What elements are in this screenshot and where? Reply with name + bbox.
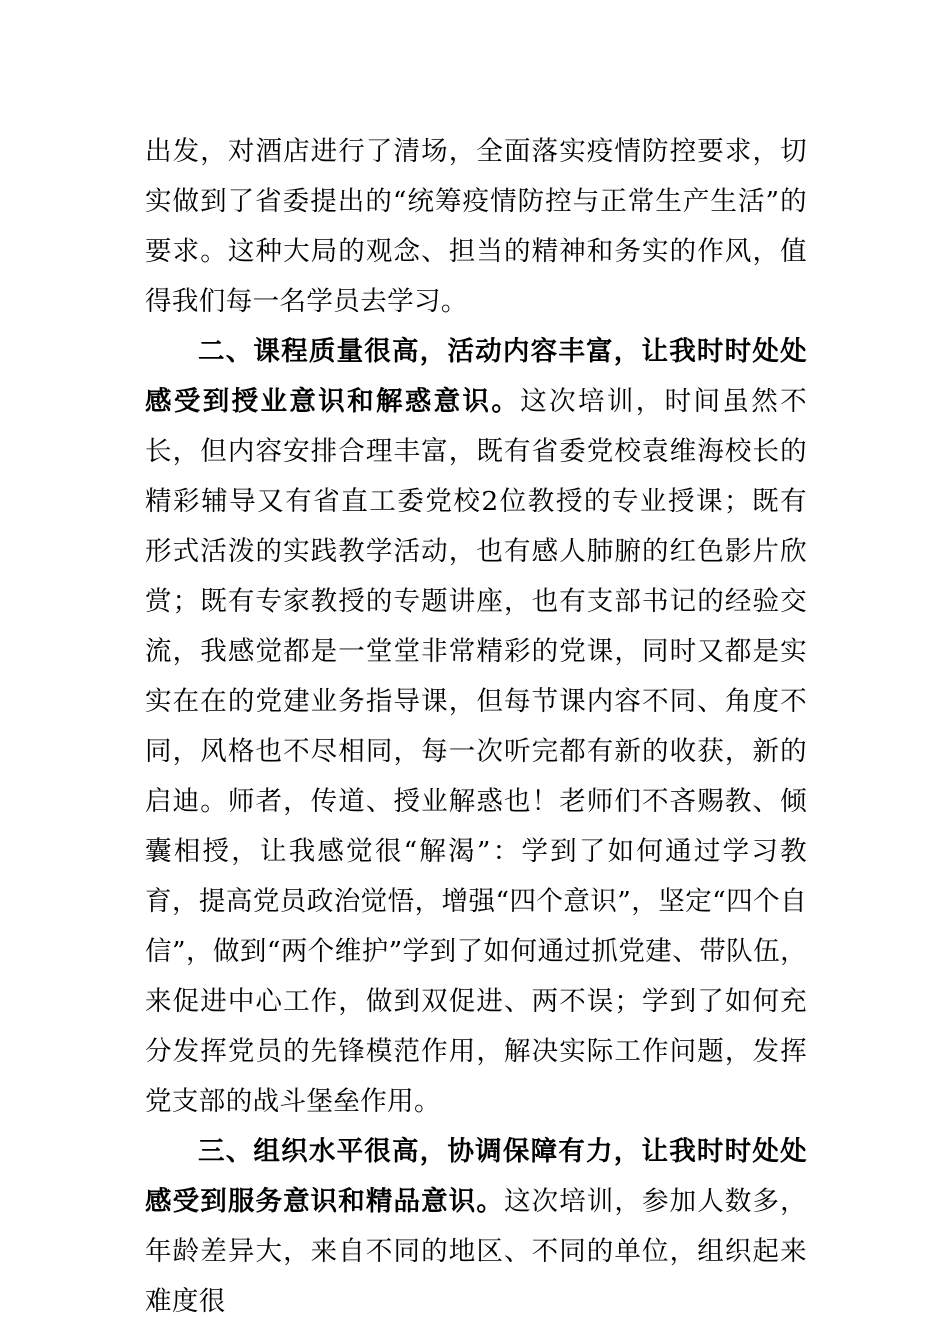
section-heading: 二、课程质量很高，活动内容丰富，让我时时处处感受到授业意识和解惑意识。 [145, 336, 807, 417]
paragraph-continuation [145, 127, 807, 327]
paragraph-section-two [145, 327, 807, 1127]
paragraph-text: 这次培训，参加人数多，年龄差异大，来自不同的地区、不同的单位，组织起来难度很 [145, 1186, 807, 1317]
section-heading: 三、组织水平很高，协调保障有力，让我时时处处感受到服务意识和精品意识。 [145, 1136, 807, 1217]
paragraph-text: 出发，对酒店进行了清场，全面落实疫情防控要求，切实做到了省委提出的“统筹疫情防控与正常生产生活”的要求。这种大局的观念、担当的精神和务实的作风，值得我们每一名学员去学习。 [145, 136, 807, 317]
document-body [145, 127, 807, 1327]
paragraph-section-three [145, 1127, 807, 1327]
paragraph-text: 这次培训，时间虽然不长，但内容安排合理丰富，既有省委党校袁维海校长的精彩辅导又有省直工委党校2位教授的专业授课；既有形式活泼的实践教学活动，也有感人肺腑的红色影片欣赏；既有专家教授的专题讲座，也有支部书记的经验交流，我感觉都是一堂堂非常精彩的党课，同时又都是实实在在的党建业务指导课，但每节课内容不同、角度不同，风格也不尽相同，每一次听完都有新的收获，新的启迪。师者，传道、授业解惑也！老师们不吝赐教、倾囊相授，让我感觉很“解渴”：学到了如何通过学习教育，提高党员政治觉悟，增强“四个意识”，坚定“四个自信”，做到“两个维护”学到了如何通过抓党建、带队伍，来促进中心工作，做到双促进、两不误；学到了如何充分发挥党员的先锋模范作用，解决实际工作问题，发挥党支部的战斗堡垒作用。 [145, 386, 808, 1117]
